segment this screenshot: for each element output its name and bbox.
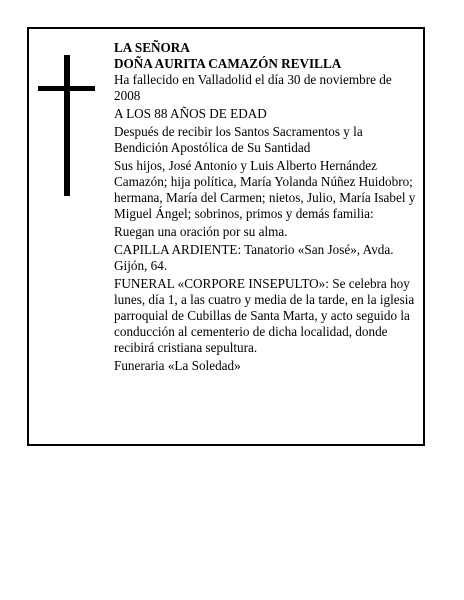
sacraments-line: Después de recibir los Santos Sacramentos y la Bendición Apostólica de Su Santidad <box>114 124 363 155</box>
deceased-name: DOÑA AURITA CAMAZÓN REVILLA <box>114 56 342 71</box>
family-list: Sus hijos, José Antonio y Luis Alberto Hernández Camazón; hija política, María Yolanda Núñez Huidobro; hermana, María del Carmen; nietos, Julio, María Isabel y Miguel Ángel; sobrinos, primos y demás familia: <box>114 158 416 221</box>
obituary-text <box>114 40 420 376</box>
age-line: A LOS 88 AÑOS DE EDAD <box>114 106 267 121</box>
cross-vertical-bar <box>64 55 70 196</box>
chapel-info: CAPILLA ARDIENTE: Tanatorio «San José», Avda. Gijón, 64. <box>114 242 394 273</box>
notice-title: LA SEÑORA <box>114 40 190 55</box>
prayer-request: Ruegan una oración por su alma. <box>114 224 288 239</box>
cross-horizontal-bar <box>38 86 95 91</box>
funeral-info: FUNERAL «CORPORE INSEPULTO»: Se celebra hoy lunes, día 1, a las cuatro y media de la tarde, en la iglesia parroquial de Cubillas de Santa Marta, y acto seguido la conducción al cementerio de dicha localidad, donde recibirá cristiana sepultura. <box>114 276 415 355</box>
funeral-home: Funeraria «La Soledad» <box>114 358 241 373</box>
death-announcement: Ha fallecido en Valladolid el día 30 de noviembre de 2008 <box>114 72 392 103</box>
